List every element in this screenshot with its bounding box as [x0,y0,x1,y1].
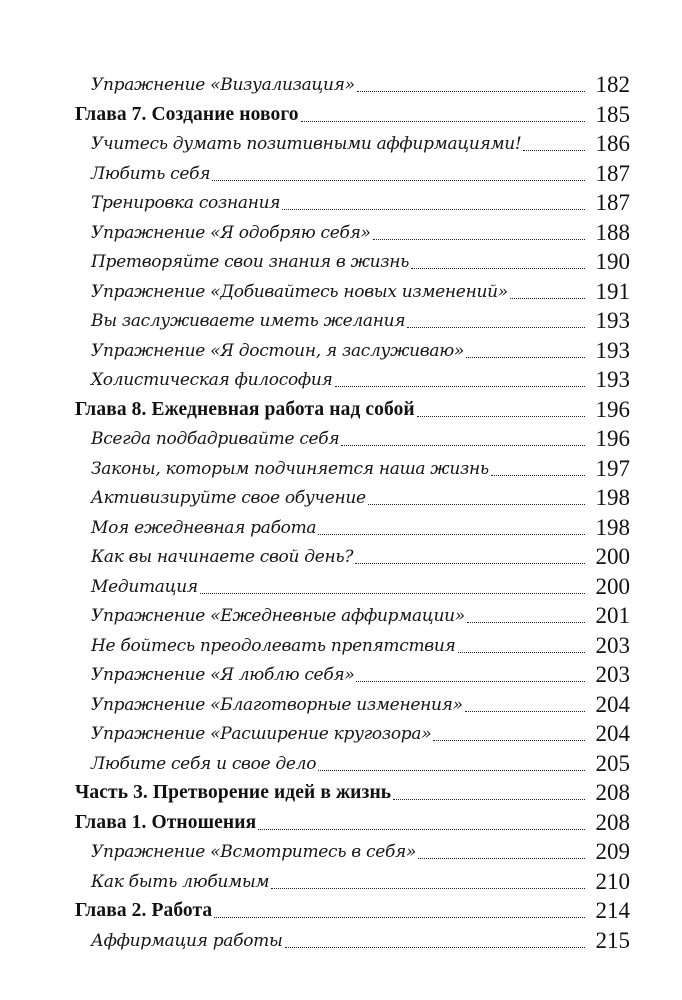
toc-entry-title: Учитесь думать позитивными аффирмациями! [91,134,522,154]
toc-entry-title: Любите себя и свое дело [91,753,317,774]
toc-entry-title: Упражнение «Благотворные изменения» [91,694,463,715]
toc-entry-title: Как быть любимым [91,871,270,892]
toc-entry-title: Упражнение «Добивайтесь новых изменений» [91,281,508,302]
toc-chapter-title: Глава 1. Отношения [75,811,257,833]
dot-leader [491,474,585,476]
dot-leader [368,503,585,505]
dot-leader [523,149,585,151]
toc-entry [91,129,630,157]
dot-leader [418,857,585,859]
toc-entry-page: 186 [595,131,630,156]
toc-chapter-page: 208 [595,809,630,835]
toc-entry [91,454,630,482]
toc-entry-page: 198 [595,485,630,510]
dot-leader [357,90,585,92]
dot-leader [466,356,585,358]
toc-entry-page: 196 [595,426,630,451]
toc-chapter [75,896,630,924]
toc-entry-page: 188 [595,219,630,245]
toc-entry [91,542,630,570]
toc-entry [91,631,630,659]
dot-leader [356,680,585,682]
toc-chapter-title: Глава 8. Ежедневная работа над собой [75,398,415,420]
toc-chapter-page: 208 [595,780,630,805]
toc-entry-title: Упражнение «Визуализация» [91,75,355,95]
toc-entry [91,926,630,954]
dot-leader [214,916,585,918]
toc-entry [91,336,630,364]
toc-entry-page: 197 [595,455,630,481]
toc-entry-title: Упражнение «Я люблю себя» [91,665,355,685]
toc-entry-page: 193 [595,367,630,392]
toc-chapter-page: 196 [595,396,630,422]
toc-entry-title: Моя ежедневная работа [91,517,317,538]
dot-leader [467,621,585,623]
toc-entry-page: 205 [595,750,630,776]
dot-leader [335,385,586,387]
toc-entry-page: 210 [595,868,630,894]
toc-entry-title: Упражнение «Я одобряю себя» [91,222,371,243]
toc-entry-title: Упражнение «Я достоин, я заслуживаю» [91,340,464,361]
toc-entry [91,749,630,777]
toc-chapter [75,100,630,128]
toc-entry-title: Претворяйте свои знания в жизнь [91,252,410,272]
toc-chapter [75,808,630,836]
dot-leader [355,562,585,564]
toc-entry-page: 203 [595,662,630,687]
dot-leader [318,533,585,535]
toc-entry [91,572,630,600]
toc-entry-page: 204 [595,721,630,746]
toc-entry [91,483,630,511]
dot-leader [465,710,585,712]
toc-entry [91,247,630,275]
toc-entry-page: 193 [595,308,630,333]
toc-entry [91,159,630,187]
toc-entry-title: Упражнение «Всмотритесь в себя» [91,842,417,862]
toc-entry-page: 198 [595,514,630,540]
toc-entry-page: 200 [595,544,630,569]
toc-entry-page: 204 [595,691,630,717]
toc-chapter [75,395,630,423]
toc-entry-title: Холистическая философия [91,370,333,390]
toc-entry-page: 193 [595,337,630,363]
dot-leader [258,828,585,830]
dot-leader [271,887,585,889]
toc-chapter-title: Глава 2. Работа [75,900,213,921]
toc-entry-page: 200 [595,573,630,599]
dot-leader [285,946,585,948]
dot-leader [458,651,586,653]
toc-entry [91,277,630,305]
dot-leader [318,769,585,771]
toc-entry-title: Аффирмация работы [91,930,283,951]
toc-chapter [75,778,630,806]
toc-entry [91,218,630,246]
toc-entry [91,719,630,747]
toc-entry-page: 203 [595,632,630,658]
dot-leader [282,208,585,210]
dot-leader [417,415,585,417]
toc-entry [91,601,630,629]
toc-entry-title: Всегда подбадривайте себя [91,429,340,449]
toc-entry-page: 187 [595,160,630,186]
toc-entry-title: Упражнение «Ежедневные аффирмации» [91,606,465,626]
dot-leader [510,297,585,299]
dot-leader [341,444,585,446]
toc-entry [91,306,630,334]
toc-entry-title: Вы заслуживаете иметь желания [91,311,406,331]
toc-entry-title: Медитация [91,576,198,597]
toc-entry-page: 182 [595,72,630,97]
toc-entry-title: Тренировка сознания [91,193,281,213]
dot-leader [433,739,585,741]
toc-entry [91,424,630,452]
toc-entry-page: 209 [595,839,630,864]
dot-leader [212,179,585,181]
toc-entry-title: Законы, которым подчиняется наша жизнь [91,458,489,479]
toc-entry-page: 190 [595,249,630,274]
dot-leader [200,592,585,594]
toc-entry-title: Любить себя [91,163,211,184]
dot-leader [411,267,585,269]
toc-entry [91,70,630,98]
dot-leader [393,798,585,800]
toc-chapter-page: 185 [595,101,630,127]
toc-entry [91,690,630,718]
toc-entry-page: 191 [595,278,630,304]
toc-entry-page: 187 [595,190,630,215]
toc-entry-title: Не бойтесь преодолевать препятствия [91,635,456,656]
toc-chapter-title: Часть 3. Претворение идей в жизнь [75,782,392,803]
toc-chapter-page: 214 [595,898,630,923]
toc-entry [91,660,630,688]
toc-entry [91,837,630,865]
toc-entry [91,867,630,895]
dot-leader [301,120,585,122]
toc-entry-page: 215 [595,927,630,953]
toc-entry [91,365,630,393]
toc-entry [91,188,630,216]
dot-leader [373,238,585,240]
toc-entry-page: 201 [595,603,630,628]
toc-entry-title: Упражнение «Расширение кругозора» [91,724,432,744]
dot-leader [407,326,585,328]
toc-entry [91,513,630,541]
toc-entry-title: Активизируйте свое обучение [91,488,366,508]
toc-chapter-title: Глава 7. Создание нового [75,103,299,125]
toc-entry-title: Как вы начинаете свой день? [91,547,354,567]
